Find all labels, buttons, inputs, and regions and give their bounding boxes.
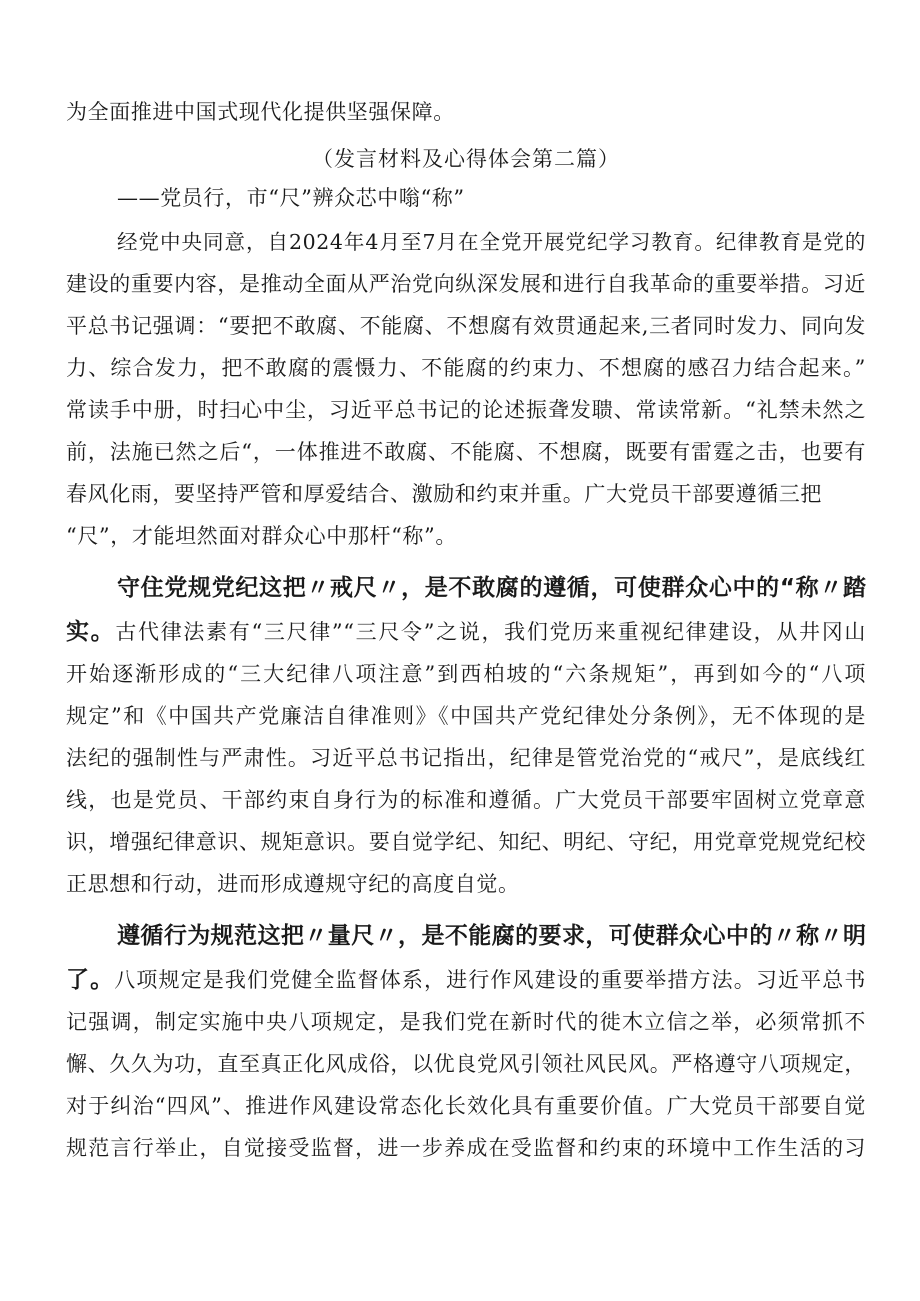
heading-continuation: 实。 (66, 619, 116, 645)
paragraph-line (66, 618, 866, 646)
paragraph-line: 春风化雨，要坚持严管和厚爱结合、激励和约束并重。广大党员干部要遵循三把 (66, 482, 822, 506)
section-heading: 守住党规党纪这把〃戒尺〃，是不敢腐的遵循，可使群众心中的“称〃踏 (117, 575, 866, 601)
section-subtitle: （发言材料及心得体会第二篇） (312, 147, 620, 171)
paragraph-text: 古代律法素有“三尺律”“三尺令”之说，我们党历来重视纪律建设，从井冈山 (115, 620, 866, 644)
paragraph-line: 法纪的强制性与严肃性。习近平总书记指出，纪律是管党治党的“戒尺”，是底线红 (66, 746, 866, 770)
paragraph-line: 规范言行举止，自觉接受监督，进一步养成在受监督和约束的环境中工作生活的习 (66, 1136, 866, 1160)
section-title: ——党员行，市“尺”辨众芯中嗡“称” (117, 186, 465, 210)
paragraph-line: 常读手中册，时扫心中尘，习近平总书记的论述振聋发聩、常读常新。“礼禁未然之 (66, 398, 866, 422)
paragraph-line: 规定”和《中国共产党廉洁自律准则》《中国共产党纪律处分条例》，无不体现的是 (66, 704, 866, 728)
paragraph-text: 八项规定是我们党健全监督体系，进行作风建设的重要举措方法。习近平总书 (114, 968, 867, 992)
section-heading: 遵循行为规范这把〃量尺〃，是不能腐的要求，可使群众心中的〃称〃明 (117, 923, 866, 949)
paragraph-line: 记强调，制定实施中央八项规定，是我们党在新时代的徙木立信之举，必须常抓不 (66, 1010, 866, 1034)
paragraph-line: 线，也是党员、干部约束自身行为的标准和遵循。广大党员干部要牢固树立党章意 (66, 788, 866, 812)
paragraph-line: “尺”，才能坦然面对群众心中那杆“称”。 (66, 524, 457, 548)
paragraph-line: 经党中央同意，自2024年4月至7月在全党开展党纪学习教育。纪律教育是党的 (117, 230, 866, 254)
paragraph-line: 平总书记强调：“要把不敢腐、不能腐、不想腐有效贯通起来,三者同时发力、同向发 (66, 314, 866, 338)
paragraph-line (66, 966, 866, 994)
paragraph-line: 建设的重要内容，是推动全面从严治党向纵深发展和进行自我革命的重要举措。习近 (66, 272, 866, 296)
paragraph-line: 开始逐渐形成的“三大纪律八项注意”到西柏坡的“六条规矩”，再到如今的“八项 (66, 662, 866, 686)
heading-continuation: 了。 (66, 967, 115, 993)
paragraph-line: 识，增强纪律意识、规矩意识。要自觉学纪、知纪、明纪、守纪，用党章党规党纪校 (66, 830, 866, 854)
paragraph-line: 力、综合发力，把不敢腐的震慑力、不能腐的约束力、不想腐的感召力结合起来。” (66, 356, 866, 380)
paragraph-line: 正思想和行动，进而形成遵规守纪的高度自觉。 (66, 872, 520, 896)
paragraph-line: 对于纠治“四风”、推进作风建设常态化长效化具有重要价值。广大党员干部要自觉 (66, 1094, 866, 1118)
paragraph-line: 为全面推进中国式现代化提供坚强保障。 (66, 100, 455, 124)
paragraph-line: 前，法施已然之后“，一体推进不敢腐、不能腐、不想腐，既要有雷霆之击，也要有 (66, 440, 866, 464)
paragraph-line: 懈、久久为功，直至真正化风成俗，以优良党风引领社风民风。严格遵守八项规定， (66, 1052, 866, 1076)
